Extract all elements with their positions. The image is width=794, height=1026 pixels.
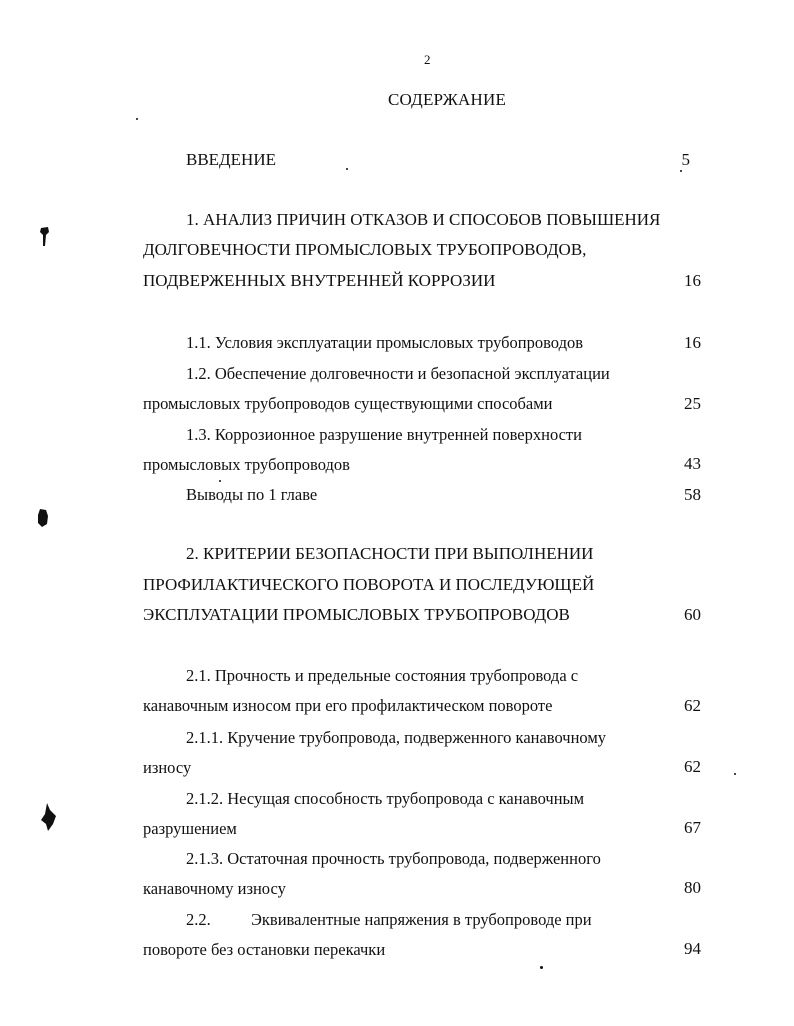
scan-speck-dot [136,118,138,120]
scan-speck-dot [680,170,682,172]
toc-entry-page: 60 [684,605,701,624]
toc-entry-label: Выводы по 1 главе [186,485,318,504]
chapter-heading-line: ЭКСПЛУАТАЦИИ ПРОМЫСЛОВЫХ ТРУБОПРОВОДОВ [143,605,570,624]
toc-entry-label: Эквивалентные напряжения в трубопроводе при [251,910,592,929]
scan-speck-dot [540,966,543,969]
toc-entry-label: 2.1.3. Остаточная прочность трубопровода, подверженного [186,849,601,868]
toc-entry-page: 94 [684,939,701,958]
toc-entry-page: 5 [681,150,690,169]
chapter-heading-line: ДОЛГОВЕЧНОСТИ ПРОМЫСЛОВЫХ ТРУБОПРОВОДОВ, [143,240,587,259]
chapter-heading-line: ПРОФИЛАКТИЧЕСКОГО ПОВОРОТА И ПОСЛЕДУЮЩЕЙ [143,575,595,594]
toc-entry-label: 1.2. Обеспечение долговечности и безопасной эксплуатации [186,364,610,383]
toc-entry-label: канавочному износу [143,879,286,898]
scan-speck-dot [219,480,221,482]
toc-entry-label: 2.1. Прочность и предельные состояния трубопровода с [186,666,579,685]
scan-speck-mark [36,508,50,528]
toc-entry-page: 16 [684,333,701,352]
toc-entry-page: 25 [684,394,701,413]
toc-entry-label: 1.3. Коррозионное разрушение внутренней поверхности [186,425,582,444]
toc-entry-label: канавочным износом при его профилактическом повороте [143,696,553,715]
scan-speck-mark [38,226,52,248]
scan-speck-dot [734,773,736,775]
toc-entry-label: 2.1.2. Несущая способность трубопровода с канавочным [186,789,585,808]
toc-entry-page: 43 [684,454,701,473]
toc-entry-number: 2.2. [186,910,211,929]
toc-entry-label: промысловых трубопроводов [143,455,350,474]
toc-entry-page: 62 [684,757,701,776]
toc-entry-label: ВВЕДЕНИЕ [186,150,276,169]
page-title: СОДЕРЖАНИЕ [388,90,507,109]
toc-entry-page: 67 [684,818,701,837]
chapter-heading-line: 1. АНАЛИЗ ПРИЧИН ОТКАЗОВ И СПОСОБОВ ПОВЫШЕНИЯ [186,210,661,229]
toc-entry-page: 58 [684,485,701,504]
toc-entry-label: износу [143,758,192,777]
chapter-heading-line: 2. КРИТЕРИИ БЕЗОПАСНОСТИ ПРИ ВЫПОЛНЕНИИ [186,544,594,563]
scan-speck-dot [346,168,348,170]
toc-entry-label: 2.1.1. Кручение трубопровода, подверженного канавочному [186,728,607,747]
toc-entry-page: 62 [684,696,701,715]
toc-entry-page: 80 [684,878,701,897]
page-number: 2 [424,52,431,67]
chapter-heading-line: ПОДВЕРЖЕННЫХ ВНУТРЕННЕЙ КОРРОЗИИ [143,271,496,290]
toc-entry-page: 16 [684,271,701,290]
toc-entry-label: промысловых трубопроводов существующими способами [143,394,553,413]
toc-entry-label: разрушением [143,819,237,838]
toc-entry-label: 1.1. Условия эксплуатации промысловых трубопроводов [186,333,584,352]
toc-entry-label: повороте без остановки перекачки [143,940,386,959]
scan-speck-mark [38,802,58,832]
